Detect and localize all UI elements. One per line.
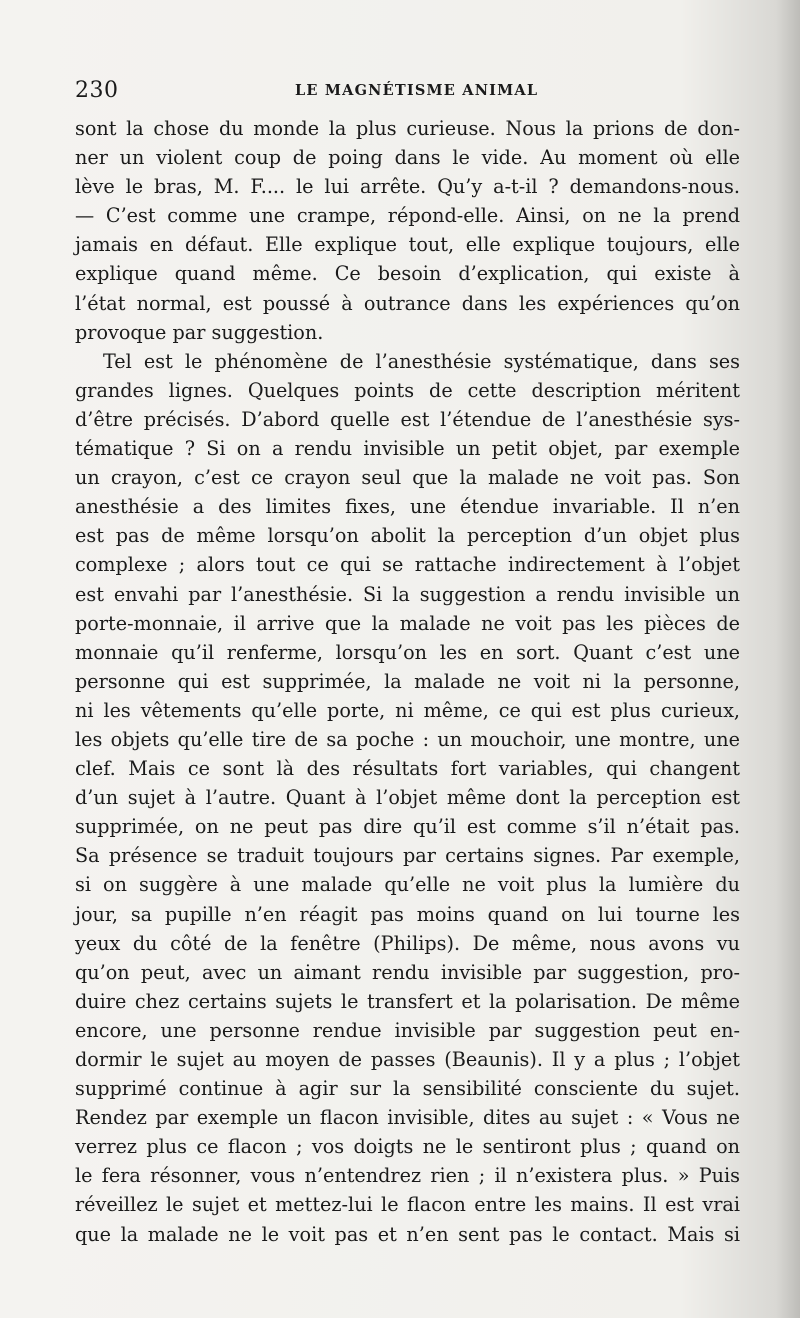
text-line: que la malade ne le voit pas et n’en sent pas le contact. Mais si (75, 1222, 740, 1246)
text-line: explique quand même. Ce besoin d’explication, qui existe à (75, 262, 740, 286)
text-line: personne qui est supprimée, la malade ne voit ni la personne, (75, 669, 740, 693)
text-line: lève le bras, M. F.... le lui arrête. Qu’y a-t-il ? demandons-nous. (75, 175, 740, 199)
text-line: dormir le sujet au moyen de passes (Beaunis). Il y a plus ; l’objet (75, 1048, 740, 1071)
text-line: Rendez par exemple un flacon invisible, dites au sujet : « Vous ne (75, 1106, 740, 1130)
text-line: le fera résonner, vous n’entendrez rien ; il n’existera plus. » Puis (75, 1164, 740, 1188)
page-header (75, 78, 735, 108)
text-line: est pas de même lorsqu’on abolit la perception d’un objet plus (75, 524, 740, 548)
text-line: verrez plus ce flacon ; vos doigts ne le sentiront plus ; quand on (75, 1135, 740, 1159)
page-number: 230 (75, 78, 119, 103)
text-line: complexe ; alors tout ce qui se rattache indirectement à l’objet (75, 553, 740, 577)
body-text (75, 114, 740, 1249)
text-line: un crayon, c’est ce crayon seul que la malade ne voit pas. Son (75, 466, 740, 490)
running-title: LE MAGNÉTISME ANIMAL (295, 82, 539, 99)
text-line: supprimé continue à agir sur la sensibilité consciente du sujet. (75, 1077, 740, 1101)
text-line: Sa présence se traduit toujours par certains signes. Par exemple, (75, 844, 740, 868)
text-line: Tel est le phénomène de l’anesthésie systématique, dans ses (103, 349, 740, 373)
text-line: grandes lignes. Quelques points de cette description méritent (75, 378, 740, 402)
text-line: ner un violent coup de poing dans le vide. Au moment où elle (75, 146, 740, 170)
text-line: jour, sa pupille n’en réagit pas moins quand on lui tourne les (75, 902, 740, 926)
text-line: supprimée, on ne peut pas dire qu’il est comme s’il n’était pas. (75, 815, 740, 839)
text-line: anesthésie a des limites fixes, une étendue invariable. Il n’en (75, 495, 740, 519)
text-line: jamais en défaut. Elle explique tout, elle explique toujours, elle (75, 233, 740, 257)
text-line: encore, une personne rendue invisible par suggestion peut en- (75, 1018, 740, 1042)
text-line: d’être précisés. D’abord quelle est l’étendue de l’anesthésie sys- (75, 407, 740, 431)
text-line: qu’on peut, avec un aimant rendu invisible par suggestion, pro- (75, 960, 740, 984)
text-line: — C’est comme une crampe, répond-elle. Ainsi, on ne la prend (75, 204, 740, 228)
text-line: clef. Mais ce sont là des résultats fort variables, qui changent (75, 757, 740, 781)
text-line: duire chez certains sujets le transfert et la polarisation. De même (75, 989, 740, 1013)
text-line: si on suggère à une malade qu’elle ne voit plus la lumière du (75, 873, 740, 897)
text-line: sont la chose du monde la plus curieuse. Nous la prions de don- (75, 117, 740, 140)
text-line: d’un sujet à l’autre. Quant à l’objet même dont la perception est (75, 786, 740, 810)
text-line: monnaie qu’il renferme, lorsqu’on les en sort. Quant c’est une (75, 640, 740, 664)
text-line: les objets qu’elle tire de sa poche : un mouchoir, une montre, une (75, 727, 740, 751)
text-line: l’état normal, est poussé à outrance dans les expériences qu’on (75, 291, 740, 315)
text-line: tématique ? Si on a rendu invisible un petit objet, par exemple (75, 437, 740, 461)
text-line: est envahi par l’anesthésie. Si la suggestion a rendu invisible un (75, 582, 740, 606)
text-line: ni les vêtements qu’elle porte, ni même, ce qui est plus curieux, (75, 698, 740, 722)
text-line: porte-monnaie, il arrive que la malade ne voit pas les pièces de (75, 611, 740, 635)
text-line: provoque par suggestion. (75, 320, 324, 344)
text-line: yeux du côté de la fenêtre (Philips). De même, nous avons vu (75, 931, 740, 955)
text-line: réveillez le sujet et mettez-lui le flacon entre les mains. Il est vrai (75, 1193, 740, 1217)
